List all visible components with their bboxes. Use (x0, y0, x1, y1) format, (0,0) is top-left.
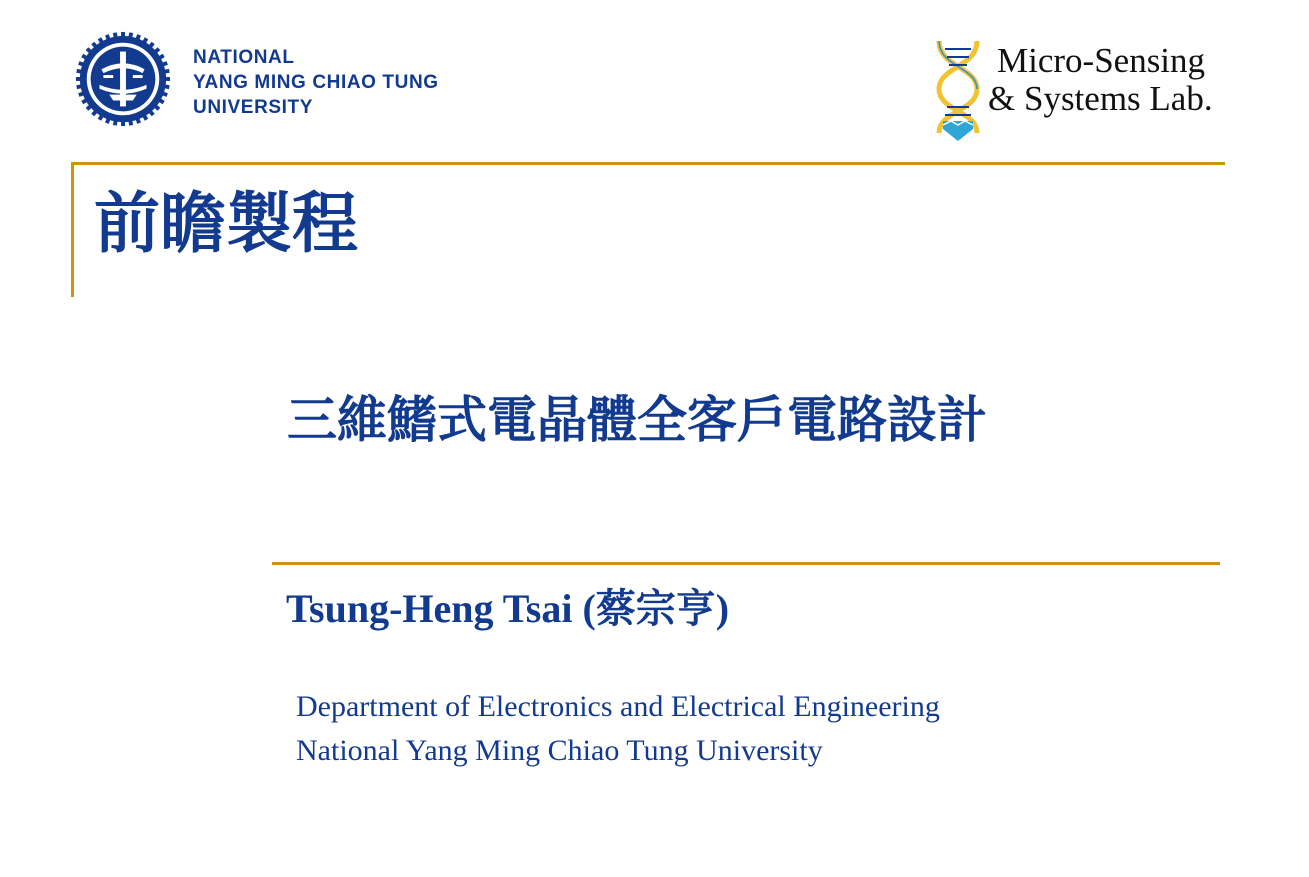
slide-title: 前瞻製程 (94, 185, 358, 262)
lab-name-line-2: & Systems Lab. (988, 79, 1213, 118)
slide-subtitle: 三維鰭式電晶體全客戶電路設計 (287, 391, 987, 449)
lab-name-line-1: Micro-Sensing (997, 41, 1206, 80)
title-top-rule (71, 162, 1225, 165)
affiliation-university: National Yang Ming Chiao Tung University (296, 734, 823, 767)
affiliation (296, 685, 940, 773)
university-name-line-1: NATIONAL (193, 47, 295, 68)
nycu-seal-icon (74, 30, 172, 128)
author-name: Tsung-Heng Tsai (蔡宗亨) (286, 586, 730, 631)
affiliation-department: Department of Electronics and Electrical Engineering (296, 690, 940, 723)
university-name-line-3: UNIVERSITY (193, 97, 314, 118)
lab-name (988, 42, 1213, 118)
university-name (193, 45, 439, 120)
dna-icon (933, 37, 985, 143)
author-divider (272, 562, 1220, 565)
university-name-line-2: YANG MING CHIAO TUNG (193, 72, 439, 93)
title-left-rule (71, 162, 74, 297)
